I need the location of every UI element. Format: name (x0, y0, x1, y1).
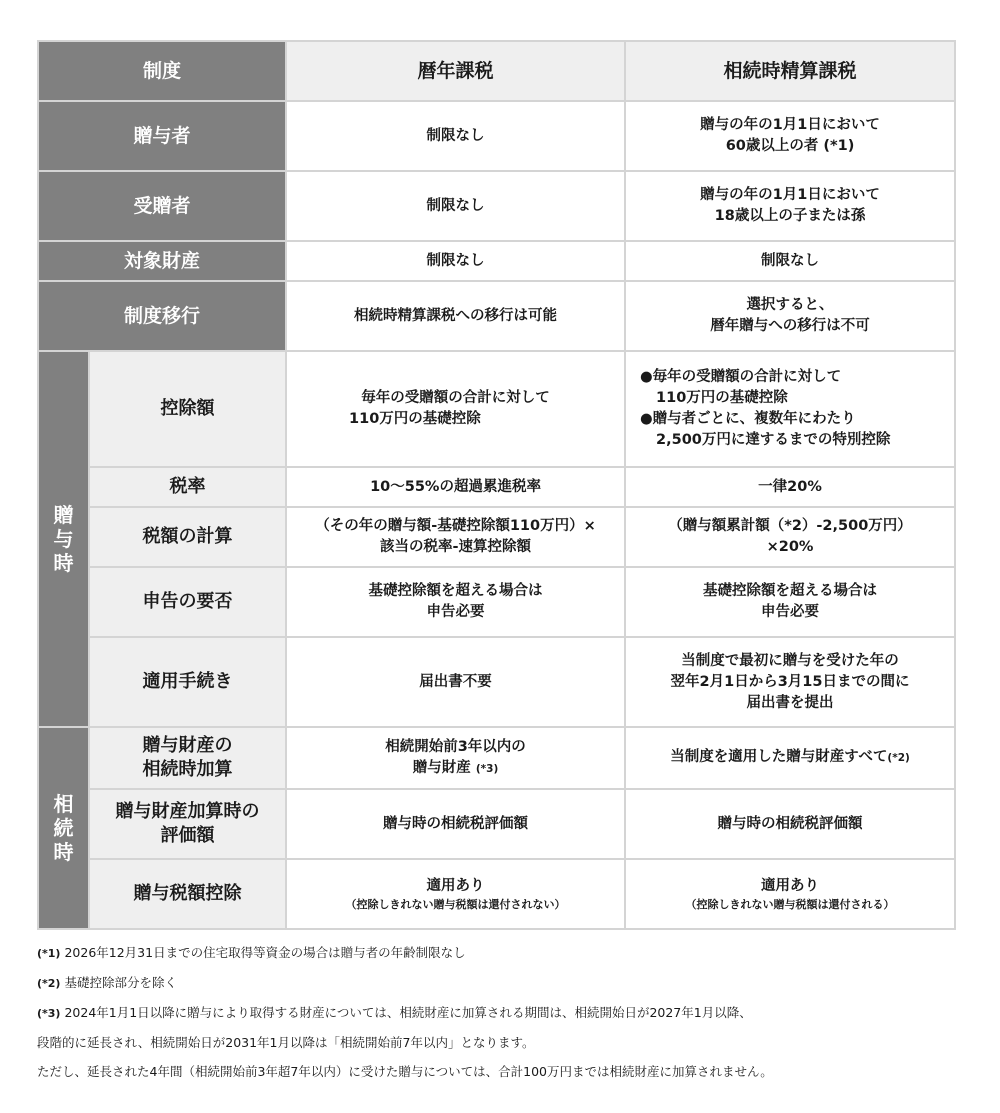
deduction-settlement-line3: ●贈与者ごとに、複数年にわたり (640, 411, 856, 427)
group-gift-char-1: 贈 (53, 503, 74, 527)
transition-settlement (625, 281, 955, 351)
addition-annual-text: 贈与財産 (412, 759, 471, 776)
row-addition (38, 727, 955, 789)
row-label-calculation: 税額の計算 (89, 507, 286, 567)
credit-annual-text: 適用あり (426, 877, 485, 894)
row-label-deduction: 控除額 (89, 351, 286, 467)
credit-annual (286, 859, 625, 929)
valuation-label-line2: 評価額 (160, 825, 215, 846)
row-transition (38, 281, 955, 351)
row-label-procedure: 適用手続き (89, 637, 286, 727)
donor-settlement-line2: 60歳以上の者 (*1) (725, 138, 855, 154)
row-label-addition (89, 727, 286, 789)
calculation-annual (286, 507, 625, 567)
row-label-donor: 贈与者 (38, 101, 286, 171)
procedure-settlement-line1: 当制度で最初に贈与を受けた年の (681, 652, 899, 669)
deduction-annual-line1: 毎年の受贈額の合計に対して (361, 390, 550, 406)
row-calculation (38, 507, 955, 567)
footnote-3-mark: (*3) (37, 1007, 61, 1020)
deduction-settlement-line2: 110万円の基礎控除 (656, 390, 788, 406)
row-deduction (38, 351, 955, 467)
calculation-annual-line2: 該当の税率-速算控除額 (380, 539, 532, 555)
filing-annual-line1: 基礎控除額を超える場合は (368, 583, 543, 599)
rate-settlement: 一律20% (625, 467, 955, 507)
group-gift-char-2: 与 (53, 527, 74, 551)
group-inherit-char-1: 相 (53, 792, 74, 816)
addition-label-line1: 贈与財産の (142, 735, 233, 756)
credit-settlement-note: （控除しきれない贈与税額は還付される） (685, 897, 895, 911)
transition-annual: 相続時精算課税への移行は可能 (286, 281, 625, 351)
deduction-annual (286, 351, 625, 467)
footnote-3 (37, 998, 957, 1028)
transition-settlement-line2: 暦年贈与への移行は不可 (710, 318, 870, 334)
addition-label-line2: 相続時加算 (142, 759, 233, 780)
row-label-transition: 制度移行 (38, 281, 286, 351)
addition-settlement-text: 当制度を適用した贈与財産すべて (670, 749, 888, 765)
row-label-filing: 申告の要否 (89, 567, 286, 637)
group-inherit-char-3: 時 (53, 840, 74, 864)
valuation-annual: 贈与時の相続税評価額 (286, 789, 625, 859)
filing-settlement (625, 567, 955, 637)
addition-annual-note: (*3) (475, 762, 499, 775)
footnote-2-text: 基礎控除部分を除く (64, 975, 177, 990)
credit-settlement (625, 859, 955, 929)
row-valuation (38, 789, 955, 859)
row-property (38, 241, 955, 281)
property-settlement: 制限なし (625, 241, 955, 281)
header-settlement-taxation: 相続時精算課税 (625, 41, 955, 101)
group-label-inheritance-time (38, 727, 89, 929)
calculation-settlement-line1: （贈与額累計額（*2）-2,500万円） (668, 518, 912, 534)
recipient-annual: 制限なし (286, 171, 625, 241)
footnote-2-mark: (*2) (37, 977, 61, 990)
row-rate (38, 467, 955, 507)
property-annual: 制限なし (286, 241, 625, 281)
group-label-gift-time (38, 351, 89, 727)
row-label-property: 対象財産 (38, 241, 286, 281)
addition-settlement (625, 727, 955, 789)
transition-settlement-line1: 選択すると、 (746, 297, 834, 313)
procedure-settlement (625, 637, 955, 727)
calculation-settlement (625, 507, 955, 567)
row-procedure (38, 637, 955, 727)
row-credit (38, 859, 955, 929)
calculation-settlement-line2: ×20% (766, 539, 814, 555)
filing-settlement-line1: 基礎控除額を超える場合は (703, 583, 878, 599)
row-label-rate: 税率 (89, 467, 286, 507)
rate-annual: 10～55%の超過累進税率 (286, 467, 625, 507)
credit-settlement-text: 適用あり (761, 877, 820, 894)
footnote-3-line1: 2024年1月1日以降に贈与により取得する財産については、相続財産に加算される期間は、相続開始日が2027年1月以降、 (64, 1005, 752, 1020)
footnote-2 (37, 968, 957, 998)
addition-settlement-note: (*2) (887, 752, 910, 764)
donor-settlement (625, 101, 955, 171)
filing-annual (286, 567, 625, 637)
addition-annual-line2 (293, 758, 618, 780)
comparison-table (37, 40, 956, 930)
deduction-settlement (625, 351, 955, 467)
procedure-annual: 届出書不要 (286, 637, 625, 727)
header-annual-taxation: 暦年課税 (286, 41, 625, 101)
donor-settlement-line1: 贈与の年の1月1日において (700, 117, 880, 133)
group-gift-char-3: 時 (53, 551, 74, 575)
recipient-settlement (625, 171, 955, 241)
deduction-settlement-line4: 2,500万円に達するまでの特別控除 (656, 432, 891, 448)
footnote-1-mark: (*1) (37, 947, 61, 960)
footnote-3-cont-1: 段階的に延長され、相続開始日が2031年1月以降は「相続開始前7年以内」となります。 (37, 1035, 535, 1050)
row-recipient (38, 171, 955, 241)
filing-annual-line2: 申告必要 (426, 604, 485, 620)
recipient-settlement-line1: 贈与の年の1月1日において (700, 187, 880, 203)
row-filing (38, 567, 955, 637)
header-row (38, 41, 955, 101)
header-system: 制度 (38, 41, 286, 101)
addition-annual (286, 727, 625, 789)
credit-annual-note: （控除しきれない贈与税額は還付されない） (345, 897, 566, 911)
row-donor (38, 101, 955, 171)
valuation-settlement: 贈与時の相続税評価額 (625, 789, 955, 859)
footnote-3-cont-2: ただし、延長された4年間（相続開始前3年超7年以内）に受けた贈与については、合計100万円までは相続財産に加算されません。 (37, 1064, 773, 1079)
addition-annual-line1: 相続開始前3年以内の (385, 738, 526, 755)
calculation-annual-line1: （その年の贈与額-基礎控除額110万円）× (315, 518, 596, 534)
valuation-label-line1: 贈与財産加算時の (115, 801, 260, 822)
deduction-annual-line2: 110万円の基礎控除 (349, 411, 481, 427)
recipient-settlement-line2: 18歳以上の子または孫 (714, 208, 866, 224)
row-label-credit: 贈与税額控除 (89, 859, 286, 929)
donor-annual: 制限なし (286, 101, 625, 171)
row-label-recipient: 受贈者 (38, 171, 286, 241)
procedure-settlement-line2: 翌年2月1日から3月15日までの間に (670, 673, 910, 690)
row-label-valuation (89, 789, 286, 859)
procedure-settlement-line3: 届出書を提出 (746, 694, 834, 711)
footnotes (37, 938, 957, 1086)
filing-settlement-line2: 申告必要 (761, 604, 820, 620)
footnote-1 (37, 938, 957, 968)
footnote-1-text: 2026年12月31日までの住宅取得等資金の場合は贈与者の年齢制限なし (64, 945, 466, 960)
deduction-settlement-line1: ●毎年の受贈額の合計に対して (640, 369, 842, 385)
group-inherit-char-2: 続 (53, 816, 74, 840)
